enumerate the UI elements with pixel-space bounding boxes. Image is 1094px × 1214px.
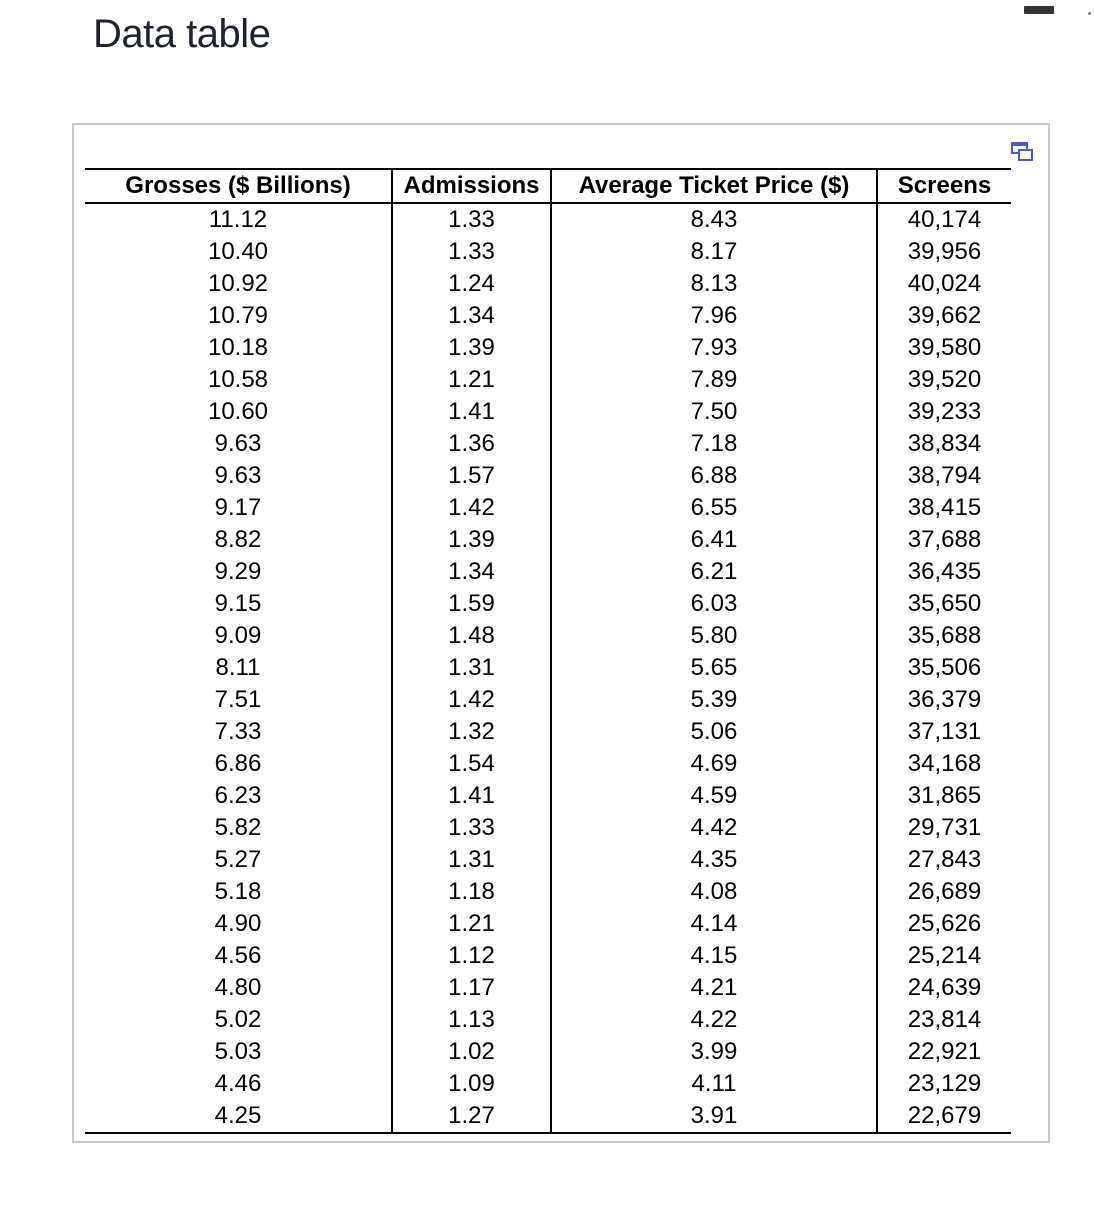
cell-screens: 39,520 <box>877 364 1011 396</box>
table-body <box>85 203 1011 1133</box>
cell-screens: 36,379 <box>877 684 1011 716</box>
cell-screens: 24,639 <box>877 972 1011 1004</box>
cell-admissions: 1.02 <box>392 1036 551 1068</box>
cell-grosses: 10.60 <box>207 398 269 425</box>
table-row <box>85 1004 1011 1036</box>
cell-grosses: 6.86 <box>214 750 262 777</box>
cell-admissions: 1.17 <box>392 972 551 1004</box>
cell-grosses: 7.33 <box>214 718 262 745</box>
cell-screens: 25,626 <box>877 908 1011 940</box>
cell-grosses: 9.63 <box>214 462 262 489</box>
cell-screens: 38,415 <box>877 492 1011 524</box>
cell-admissions: 1.42 <box>392 684 551 716</box>
cell-ticket-price: 6.03 <box>551 588 877 620</box>
cell-grosses: 10.18 <box>207 334 269 361</box>
column-header-grosses: Grosses ($ Billions) <box>85 169 392 203</box>
cell-screens: 25,214 <box>877 940 1011 972</box>
cell-grosses: 5.82 <box>214 814 262 841</box>
column-header-admissions: Admissions <box>392 169 551 203</box>
cell-screens: 40,024 <box>877 268 1011 300</box>
table-row <box>85 684 1011 716</box>
cell-admissions: 1.32 <box>392 716 551 748</box>
cell-admissions: 1.59 <box>392 588 551 620</box>
table-row <box>85 716 1011 748</box>
cell-grosses: 9.09 <box>214 622 262 649</box>
table-row <box>85 332 1011 364</box>
table-row <box>85 620 1011 652</box>
table-row <box>85 556 1011 588</box>
cell-admissions: 1.36 <box>392 428 551 460</box>
cell-admissions: 1.18 <box>392 876 551 908</box>
cell-ticket-price: 7.96 <box>551 300 877 332</box>
cell-admissions: 1.09 <box>392 1068 551 1100</box>
table-row <box>85 364 1011 396</box>
table-row <box>85 940 1011 972</box>
cell-ticket-price: 6.55 <box>551 492 877 524</box>
cell-ticket-price: 7.89 <box>551 364 877 396</box>
cell-grosses: 10.40 <box>207 238 269 265</box>
cell-grosses: 10.79 <box>207 302 269 329</box>
cell-ticket-price: 8.17 <box>551 236 877 268</box>
cell-grosses: 4.80 <box>214 974 262 1001</box>
cell-admissions: 1.21 <box>392 908 551 940</box>
cell-admissions: 1.33 <box>392 236 551 268</box>
cell-screens: 22,921 <box>877 1036 1011 1068</box>
table-row <box>85 428 1011 460</box>
cell-grosses: 7.51 <box>214 686 262 713</box>
cell-ticket-price: 5.80 <box>551 620 877 652</box>
cell-grosses: 10.58 <box>207 366 269 393</box>
cell-ticket-price: 4.59 <box>551 780 877 812</box>
cell-grosses: 6.23 <box>214 782 262 809</box>
cell-admissions: 1.41 <box>392 780 551 812</box>
cell-screens: 35,506 <box>877 652 1011 684</box>
table-row <box>85 203 1011 236</box>
table-row <box>85 1036 1011 1068</box>
cell-grosses: 9.63 <box>214 430 262 457</box>
cell-ticket-price: 3.99 <box>551 1036 877 1068</box>
table-row <box>85 524 1011 556</box>
table-row <box>85 1068 1011 1100</box>
table-row <box>85 300 1011 332</box>
cell-ticket-price: 4.08 <box>551 876 877 908</box>
cell-admissions: 1.34 <box>392 300 551 332</box>
cell-grosses: 5.02 <box>214 1006 262 1033</box>
cell-ticket-price: 6.88 <box>551 460 877 492</box>
table-row <box>85 492 1011 524</box>
table-row <box>85 748 1011 780</box>
cell-ticket-price: 8.13 <box>551 268 877 300</box>
cell-admissions: 1.39 <box>392 524 551 556</box>
cell-screens: 39,956 <box>877 236 1011 268</box>
cell-grosses: 8.11 <box>215 654 261 681</box>
cell-ticket-price: 3.91 <box>551 1100 877 1133</box>
cell-grosses: 4.90 <box>214 910 262 937</box>
cell-ticket-price: 5.39 <box>551 684 877 716</box>
cell-screens: 22,679 <box>877 1100 1011 1133</box>
table-row <box>85 812 1011 844</box>
cell-ticket-price: 4.15 <box>551 940 877 972</box>
cell-ticket-price: 4.42 <box>551 812 877 844</box>
cell-grosses: 9.15 <box>214 590 262 617</box>
cell-screens: 23,814 <box>877 1004 1011 1036</box>
cell-admissions: 1.42 <box>392 492 551 524</box>
cell-screens: 36,435 <box>877 556 1011 588</box>
cell-screens: 23,129 <box>877 1068 1011 1100</box>
data-table <box>85 168 1011 1134</box>
window-control-dot <box>1088 12 1091 15</box>
cell-admissions: 1.33 <box>392 203 551 236</box>
cell-ticket-price: 4.69 <box>551 748 877 780</box>
cell-grosses: 5.27 <box>214 846 262 873</box>
cell-admissions: 1.21 <box>392 364 551 396</box>
cell-ticket-price: 7.18 <box>551 428 877 460</box>
table-row <box>85 780 1011 812</box>
cell-screens: 37,131 <box>877 716 1011 748</box>
cell-ticket-price: 6.21 <box>551 556 877 588</box>
cell-admissions: 1.31 <box>392 652 551 684</box>
cell-admissions: 1.24 <box>392 268 551 300</box>
cell-admissions: 1.48 <box>392 620 551 652</box>
cell-admissions: 1.57 <box>392 460 551 492</box>
cell-grosses: 10.92 <box>207 270 269 297</box>
cell-admissions: 1.13 <box>392 1004 551 1036</box>
table-row <box>85 876 1011 908</box>
cell-ticket-price: 4.14 <box>551 908 877 940</box>
cell-admissions: 1.39 <box>392 332 551 364</box>
cell-ticket-price: 4.35 <box>551 844 877 876</box>
table-row <box>85 844 1011 876</box>
cell-screens: 38,794 <box>877 460 1011 492</box>
table-row <box>85 236 1011 268</box>
table-row <box>85 268 1011 300</box>
cell-screens: 31,865 <box>877 780 1011 812</box>
cell-admissions: 1.34 <box>392 556 551 588</box>
cell-ticket-price: 8.43 <box>551 203 877 236</box>
table-row <box>85 396 1011 428</box>
cell-screens: 29,731 <box>877 812 1011 844</box>
cell-grosses: 8.82 <box>214 526 262 553</box>
table-row <box>85 908 1011 940</box>
cell-grosses: 4.25 <box>85 1100 392 1133</box>
cell-screens: 35,650 <box>877 588 1011 620</box>
cell-screens: 39,233 <box>877 396 1011 428</box>
cell-grosses: 4.56 <box>214 942 262 969</box>
cell-admissions: 1.33 <box>392 812 551 844</box>
cell-ticket-price: 6.41 <box>551 524 877 556</box>
column-header-screens: Screens <box>877 169 1011 203</box>
cell-ticket-price: 5.06 <box>551 716 877 748</box>
column-header-ticket-price: Average Ticket Price ($) <box>551 169 877 203</box>
cell-grosses: 11.12 <box>208 206 268 233</box>
cell-admissions: 1.12 <box>392 940 551 972</box>
cell-ticket-price: 4.11 <box>551 1068 877 1100</box>
cell-grosses: 5.18 <box>214 878 262 905</box>
cell-admissions: 1.31 <box>392 844 551 876</box>
cell-ticket-price: 4.22 <box>551 1004 877 1036</box>
cell-admissions: 1.54 <box>392 748 551 780</box>
cell-admissions: 1.41 <box>392 396 551 428</box>
table-row <box>85 1100 1011 1133</box>
cell-grosses: 9.17 <box>214 494 262 521</box>
cell-screens: 26,689 <box>877 876 1011 908</box>
cell-screens: 38,834 <box>877 428 1011 460</box>
cell-ticket-price: 5.65 <box>551 652 877 684</box>
cell-screens: 35,688 <box>877 620 1011 652</box>
cell-ticket-price: 7.50 <box>551 396 877 428</box>
cell-screens: 39,662 <box>877 300 1011 332</box>
window-control-bar[interactable] <box>1024 6 1054 14</box>
cell-grosses: 4.46 <box>214 1070 262 1097</box>
cell-grosses: 5.03 <box>214 1038 262 1065</box>
copy-icon[interactable] <box>1010 142 1034 162</box>
cell-admissions: 1.27 <box>392 1100 551 1133</box>
cell-grosses: 9.29 <box>214 558 262 585</box>
table-row <box>85 588 1011 620</box>
cell-ticket-price: 4.21 <box>551 972 877 1004</box>
page-title: Data table <box>93 12 271 56</box>
cell-screens: 27,843 <box>877 844 1011 876</box>
cell-screens: 37,688 <box>877 524 1011 556</box>
table-row <box>85 652 1011 684</box>
cell-screens: 34,168 <box>877 748 1011 780</box>
table-row <box>85 972 1011 1004</box>
table-row <box>85 460 1011 492</box>
cell-screens: 39,580 <box>877 332 1011 364</box>
cell-ticket-price: 7.93 <box>551 332 877 364</box>
table-header-row <box>85 169 1011 203</box>
cell-screens: 40,174 <box>877 203 1011 236</box>
